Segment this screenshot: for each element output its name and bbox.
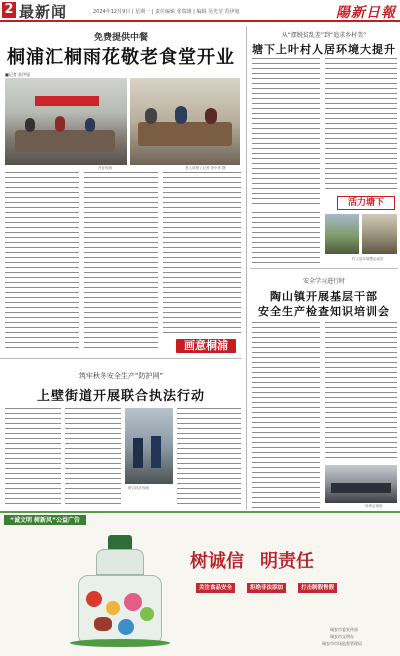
safety-kicker: 筑牢秋冬安全生产“防护网” (78, 372, 164, 380)
masthead-logo: 陽新日報 (336, 5, 396, 21)
right-top-caption: 村人居环境整治成效 (352, 257, 384, 261)
safety-headline: 上壁街道开展联合执法行动 (36, 389, 205, 404)
safety-body-col-3 (177, 408, 241, 508)
lead-body-col-1 (5, 172, 79, 352)
divider-lead (0, 358, 242, 359)
right-mid-photo (325, 465, 397, 503)
right-mid-headline-1: 陶山镇开展基层干部 (270, 290, 378, 303)
lead-tag: 画意桐浦 (176, 339, 236, 353)
safety-body-col-2 (65, 408, 121, 508)
page-number: 2 (2, 2, 16, 18)
ad-slogan-1: 树诚信 (190, 551, 244, 572)
lead-photo-caption-1: 开业现场 (98, 166, 112, 170)
right-top-body-col-2 (325, 58, 397, 192)
ad-credit-3: 瑞安市市场监督管理局 (322, 641, 362, 646)
right-mid-kicker: 安全学习进行时 (302, 278, 345, 285)
right-mid-body-col-2 (325, 322, 397, 462)
right-top-body-col-1 (252, 58, 320, 208)
page-header (0, 0, 400, 22)
column-divider (246, 26, 247, 510)
right-top-kicker: 从“摆脱贫乱差”到“追求乡村美” (281, 32, 367, 39)
bottle-illustration (70, 535, 170, 647)
safety-body-col-1 (5, 408, 61, 508)
lead-photo-1 (5, 78, 127, 165)
section-title: 最新闻 (19, 3, 68, 21)
right-mid-body-col-1 (252, 322, 320, 508)
right-mid-caption: 培训会现场 (365, 504, 383, 508)
right-top-body-col-3 (252, 212, 320, 264)
safety-photo-caption: 联合执法现场 (128, 486, 149, 490)
lead-byline: ■记者 苏伊旭 (5, 72, 31, 77)
date-line: 2024年12月9日 | 星期一 | 责任编辑 张瑞雄 | 编辑 吴光莹 苏伊旭 (93, 9, 240, 15)
ad-slogan-2: 明责任 (260, 551, 314, 572)
ad-credit-2: 瑞安市文明办 (330, 634, 354, 639)
right-top-headline: 塘下上叶村人居环境大提升 (252, 43, 396, 56)
right-top-photo-2 (362, 214, 397, 254)
ad-sub-3: 打击制假售假 (298, 583, 337, 593)
ad-label: “诚文明 树新风”公益广告 (4, 515, 86, 525)
safety-photo (125, 408, 173, 484)
right-top-photo-1 (325, 214, 359, 254)
lead-body-col-2 (84, 172, 158, 352)
lead-body-col-3 (163, 172, 241, 334)
lead-kicker: 免费提供中餐 (93, 33, 148, 43)
public-service-ad (0, 511, 400, 656)
lead-photo-2 (130, 78, 240, 165)
divider-right (250, 268, 398, 269)
lead-photo-caption-2: 老人用餐 / 记者 李小孝 摄 (185, 166, 226, 170)
ad-credit-1: 瑞安市委宣传部 (330, 627, 358, 632)
lead-headline: 桐浦汇桐雨花敬老食堂开业 (7, 47, 235, 68)
right-mid-headline-2: 安全生产检查知识培训会 (258, 305, 390, 318)
right-top-tag: 活力塘下 (337, 196, 395, 210)
ad-sub-1: 关注食品安全 (196, 583, 235, 593)
ad-sub-2: 拒绝非法添加 (247, 583, 286, 593)
